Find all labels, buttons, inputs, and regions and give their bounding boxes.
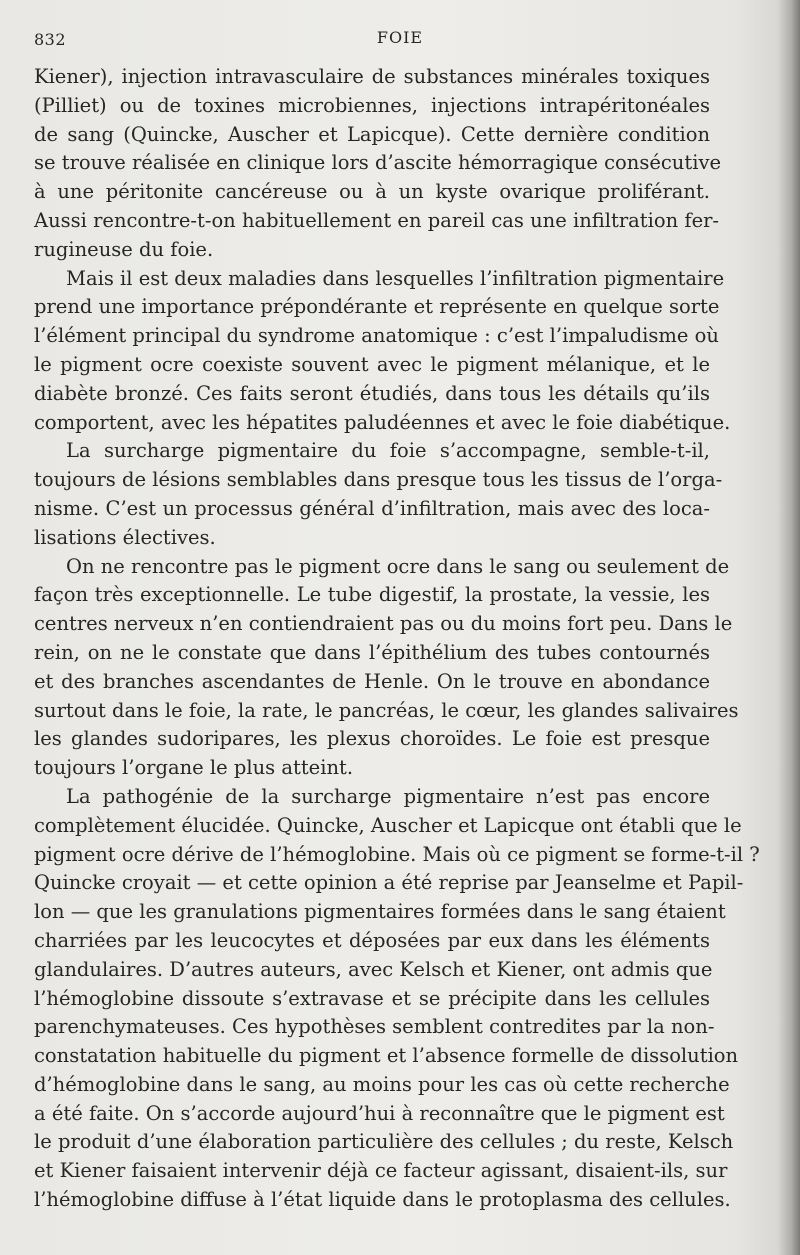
text-line: (Pilliet) ou de toxines microbiennes, injections intrapéritonéales xyxy=(34,93,710,117)
text-line: lisations électives. xyxy=(34,525,216,549)
page-number: 832 xyxy=(34,30,67,49)
text-line: et des branches ascendantes de Henle. On le trouve en abondance xyxy=(34,669,710,693)
text-line: complètement élucidée. Quincke, Auscher et Lapicque ont établi que le xyxy=(34,813,742,837)
paragraph xyxy=(34,63,721,265)
text-line: Quincke croyait — et cette opinion a été reprise par Jeanselme et Papil- xyxy=(34,871,744,895)
text-line: toujours de lésions semblables dans presque tous les tissus de l’orga- xyxy=(34,468,723,492)
text-line: l’hémoglobine diffuse à l’état liquide dans le protoplasma des cellules. xyxy=(34,1188,731,1212)
body-text xyxy=(34,63,760,1215)
text-line: La surcharge pigmentaire du foie s’accompagne, semble-t-il, xyxy=(66,439,710,463)
text-line: et Kiener faisaient intervenir déjà ce facteur agissant, disaient-ils, sur xyxy=(34,1159,728,1183)
running-head xyxy=(34,26,766,50)
text-line: rein, on ne le constate que dans l’épithélium des tubes contournés xyxy=(34,640,710,664)
running-title: FOIE xyxy=(376,28,424,47)
text-line: l’élément principal du syndrome anatomique : c’est l’impaludisme où xyxy=(34,324,719,348)
text-line: a été faite. On s’accorde aujourd’hui à reconnaître que le pigment est xyxy=(34,1101,725,1125)
text-line: à une péritonite cancéreuse ou à un kyste ovarique proliférant. xyxy=(34,180,710,204)
page-edge-shadow xyxy=(778,0,800,1255)
text-line: diabète bronzé. Ces faits seront étudiés, dans tous les détails qu’ils xyxy=(34,381,710,405)
text-line: prend une importance prépondérante et représente en quelque sorte xyxy=(34,295,720,319)
text-line: de sang (Quincke, Auscher et Lapicque). Cette dernière condition xyxy=(34,122,710,146)
text-line: rugineuse du foie. xyxy=(34,237,214,261)
text-line: toujours l’organe le plus atteint. xyxy=(34,756,354,780)
text-line: les glandes sudoripares, les plexus choroïdes. Le foie est presque xyxy=(34,727,710,751)
text-line: d’hémoglobine dans le sang, au moins pour les cas où cette recherche xyxy=(34,1072,730,1096)
text-line: lon — que les granulations pigmentaires formées dans le sang étaient xyxy=(34,900,726,924)
text-line: Mais il est deux maladies dans lesquelles l’infiltration pigmentaire xyxy=(66,266,725,290)
paragraph xyxy=(34,265,731,438)
text-line: constatation habituelle du pigment et l’absence formelle de dissolution xyxy=(34,1044,739,1068)
text-line: façon très exceptionnelle. Le tube digestif, la prostate, la vessie, les xyxy=(34,583,710,607)
text-line: Aussi rencontre-t-on habituellement en pareil cas une infiltration fer- xyxy=(34,208,720,232)
paragraph xyxy=(34,783,760,1215)
text-line: se trouve réalisée en clinique lors d’ascite hémorragique consécutive xyxy=(34,151,721,175)
text-line: charriées par les leucocytes et déposées par eux dans les éléments xyxy=(34,928,710,952)
text-line: le pigment ocre coexiste souvent avec le pigment mélanique, et le xyxy=(34,352,710,376)
text-line: On ne rencontre pas le pigment ocre dans le sang ou seulement de xyxy=(66,554,730,578)
text-line: centres nerveux n’en contiendraient pas ou du moins fort peu. Dans le xyxy=(34,612,733,636)
text-line: parenchymateuses. Ces hypothèses semblent contredites par la non- xyxy=(34,1015,715,1039)
text-line: Kiener), injection intravasculaire de substances minérales toxiques xyxy=(34,65,710,88)
text-line: l’hémoglobine dissoute s’extravase et se précipite dans les cellules xyxy=(34,986,710,1010)
text-line: pigment ocre dérive de l’hémoglobine. Mais où ce pigment se forme-t-il ? xyxy=(34,842,760,866)
text-line: comportent, avec les hépatites paludéennes et avec le foie diabétique. xyxy=(34,410,731,434)
text-line: nisme. C’est un processus général d’infiltration, mais avec des loca- xyxy=(34,496,710,520)
paragraph xyxy=(34,437,723,552)
text-line: le produit d’une élaboration particulière des cellules ; du reste, Kelsch xyxy=(34,1130,734,1154)
paragraph xyxy=(34,553,739,783)
text-line: glandulaires. D’autres auteurs, avec Kelsch et Kiener, ont admis que xyxy=(34,957,713,981)
text-line: surtout dans le foie, la rate, le pancréas, le cœur, les glandes salivaires xyxy=(34,698,739,722)
text-line: La pathogénie de la surcharge pigmentaire n’est pas encore xyxy=(66,784,710,808)
